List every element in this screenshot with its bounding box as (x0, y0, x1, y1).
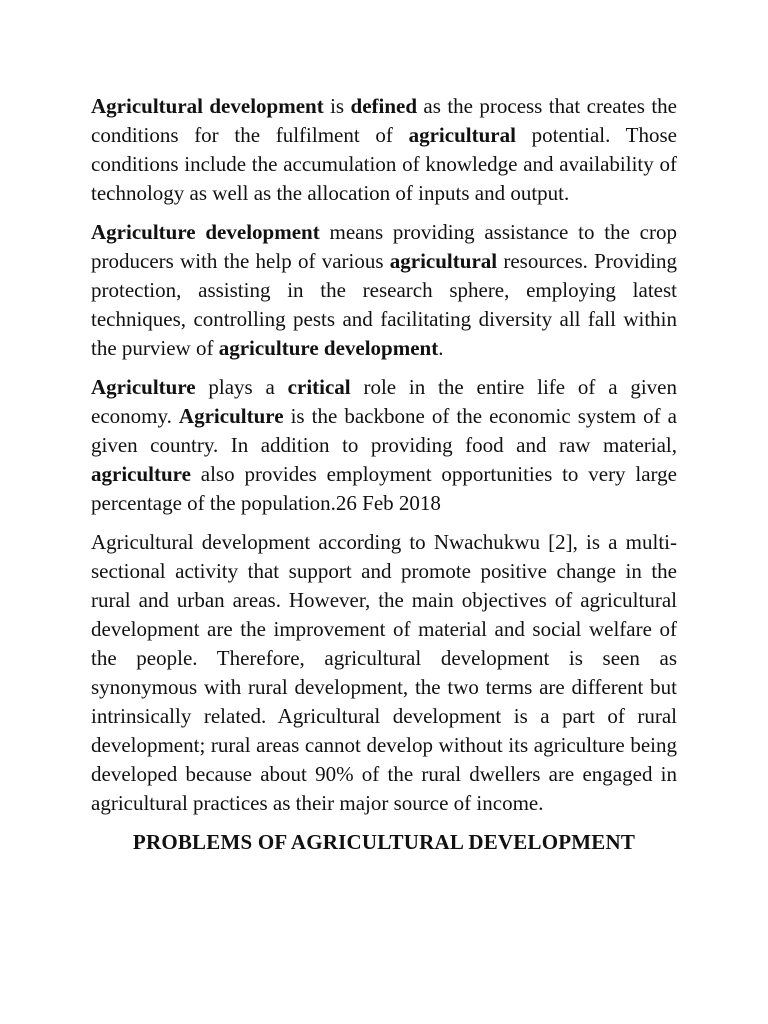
text-run: Agricultural development according to Nwachukwu [2], is a multi-sectional activity that support and promote positive change in the rural and urban areas. However, the main objectives of agricultural development are the improvement of material and social welfare of the people. Therefore, agricultural development is seen as synonymous with rural development, the two terms are different but intrinsically related. Agricultural development is a part of rural development; rural areas cannot develop without its agriculture being developed because about 90% of the rural dwellers are engaged in agricultural practices as their major source of income. (91, 530, 677, 815)
text-run: role in the entire life of a given economy. (91, 375, 677, 428)
paragraph-meaning (91, 218, 677, 363)
bold-term: Agriculture development (91, 220, 320, 244)
text-run: also provides employment opportunities to very large percentage of the population.26 Feb 2018 (91, 462, 677, 515)
bold-term: Agricultural development (91, 94, 324, 118)
bold-term: agricultural (389, 249, 498, 273)
text-run: is the backbone of the economic system of a given country. In addition to providing food and raw material, (91, 404, 677, 457)
text-run: resources. Providing protection, assisting in the research sphere, employing latest techniques, controlling pests and facilitating diversity all fall within the purview of (91, 249, 677, 360)
bold-term: defined (350, 94, 418, 118)
bold-term: agriculture (91, 462, 191, 486)
paragraph-role (91, 373, 677, 518)
text-run: as the process that creates the conditions for the fulfilment of (91, 94, 677, 147)
bold-term: agriculture development (218, 336, 439, 360)
paragraph-definition (91, 92, 677, 208)
text-run: means providing assistance to the crop producers with the help of various (91, 220, 677, 273)
text-run: . (438, 336, 444, 360)
document-page (91, 92, 677, 857)
bold-term: Agriculture (178, 404, 284, 428)
bold-term: Agriculture (91, 375, 196, 399)
text-run: is (323, 94, 351, 118)
text-run: potential. Those conditions include the accumulation of knowledge and availability of technology as well as the allocation of inputs and output. (91, 123, 677, 205)
bold-term: critical (287, 375, 351, 399)
text-run: plays a (195, 375, 288, 399)
paragraph-nwachukwu (91, 528, 677, 818)
section-heading: PROBLEMS OF AGRICULTURAL DEVELOPMENT (132, 830, 636, 854)
bold-term: agricultural (408, 123, 516, 147)
